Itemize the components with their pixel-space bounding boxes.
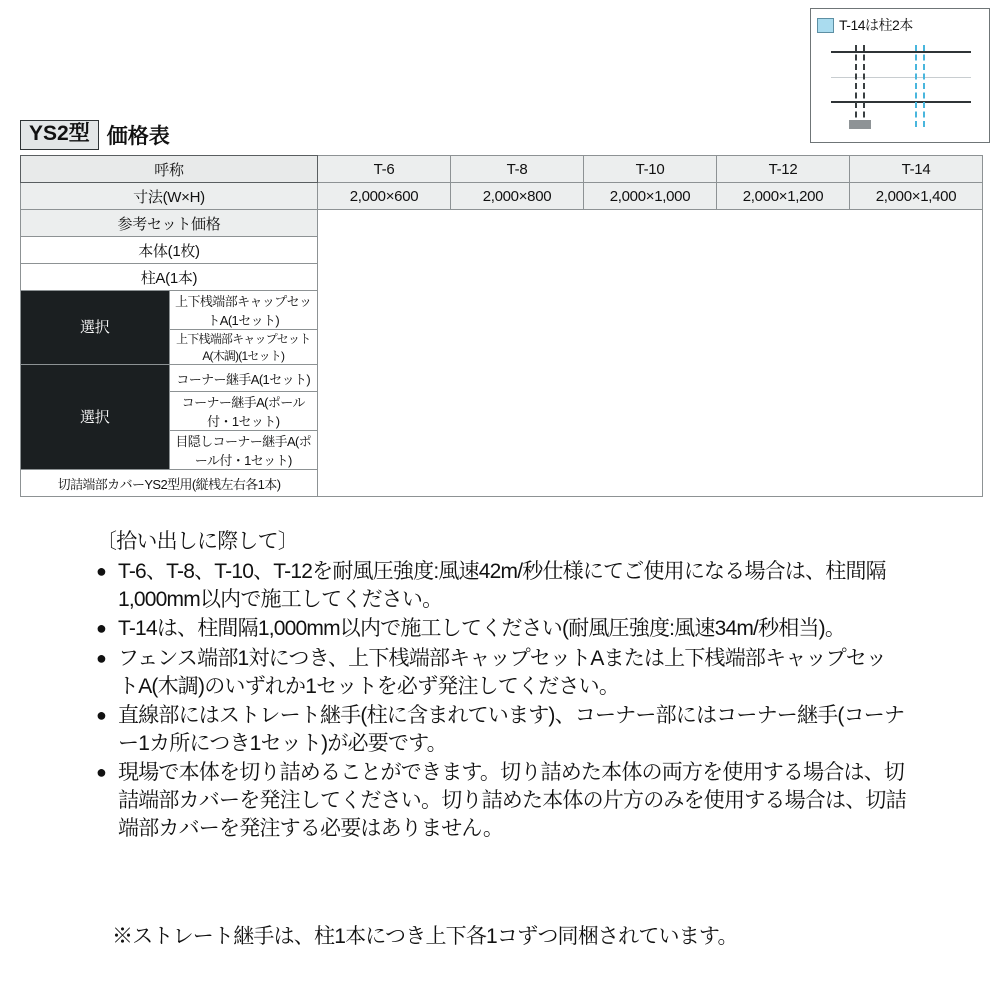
cell-dimension-t10: 2,000×1,000 xyxy=(584,183,717,210)
footnote: ※ストレート継手は、柱1本につき上下各1コずつ同梱されています。 xyxy=(112,925,738,948)
row-label-set-price: 参考セット価格 xyxy=(21,210,318,237)
post-standard-icon xyxy=(855,45,865,127)
cell-dimension-t12: 2,000×1,200 xyxy=(717,183,850,210)
header-cell-t8: T-8 xyxy=(451,156,584,183)
fence-panel-shape xyxy=(831,51,971,103)
page-title xyxy=(20,120,170,150)
post-additional-icon xyxy=(915,45,925,127)
select-marker-1 xyxy=(21,291,170,365)
select-marker-1-text: 選択 xyxy=(80,319,110,336)
row-label-post-a: 柱A(1本) xyxy=(21,264,318,291)
cell-dimension-t8: 2,000×800 xyxy=(451,183,584,210)
table-row xyxy=(21,210,983,237)
header-cell-t10: T-10 xyxy=(584,156,717,183)
title-label: 価格表 xyxy=(106,125,170,149)
post-base-shape xyxy=(849,120,871,129)
note-text: フェンス端部1対につき、上下桟端部キャップセットAまたは上下桟端部キャップセットA(木調)のいずれか1セットを必ず発注してください。 xyxy=(118,646,887,698)
note-item xyxy=(96,702,906,758)
note-text: 現場で本体を切り詰めることができます。切り詰めた本体の両方を使用する場合は、切詰端部カバーを発注してください。切り詰めた本体の片方のみを使用する場合は、切詰端部カバーを発注する必要はありません。 xyxy=(118,761,906,841)
row-label-corner-joint-a: コーナー継手A(1セット) xyxy=(169,365,318,392)
row-label-cap-set-a-wood: 上下桟端部キャップセットA(木調)(1セット) xyxy=(169,330,318,365)
bullet-icon: ● xyxy=(96,618,107,639)
cell-dimension-t6: 2,000×600 xyxy=(318,183,451,210)
note-item xyxy=(96,759,906,843)
price-table xyxy=(20,155,983,497)
price-blank-area xyxy=(318,210,983,497)
notes-heading: 〔拾い出しに際して〕 xyxy=(96,530,298,553)
note-item xyxy=(96,615,906,643)
legend-label: T-14は柱2本 xyxy=(839,17,913,33)
legend-color-swatch-icon xyxy=(817,18,834,33)
row-label-dimensions: 寸法(W×H) xyxy=(21,183,318,210)
model-badge: YS2型 xyxy=(20,120,99,150)
row-label-corner-joint-a-pole: コーナー継手A(ポール付・1セット) xyxy=(169,392,318,431)
bullet-icon: ● xyxy=(96,647,107,668)
note-item xyxy=(96,558,906,614)
select-marker-2 xyxy=(21,365,170,470)
select-marker-2-text: 選択 xyxy=(80,408,110,426)
note-text: T-14は、柱間隔1,000mm以内で施工してください(耐風圧強度:風速34m/秒相当)。 xyxy=(118,617,846,641)
notes-section xyxy=(96,528,906,844)
note-text: 直線部にはストレート継手(柱に含まれています)、コーナー部にはコーナー継手(コーナー1カ所につき1セット)が必要です。 xyxy=(118,703,905,755)
bullet-icon: ● xyxy=(96,561,107,582)
row-label-cut-end-cover: 切詰端部カバーYS2型用(縦桟左右各1本) xyxy=(21,470,318,497)
bullet-icon: ● xyxy=(96,704,107,725)
row-label-screen-corner-joint-a-pole: 目隠しコーナー継手A(ポール付・1セット) xyxy=(169,431,318,470)
header-cell-t12: T-12 xyxy=(717,156,850,183)
legend-header xyxy=(811,9,989,37)
cell-dimension-t14: 2,000×1,400 xyxy=(850,183,983,210)
header-cell-t14: T-14 xyxy=(850,156,983,183)
table-header-row xyxy=(21,156,983,183)
table-row xyxy=(21,183,983,210)
header-cell-t6: T-6 xyxy=(318,156,451,183)
row-label-body: 本体(1枚) xyxy=(21,237,318,264)
fence-figure xyxy=(819,43,981,129)
note-item xyxy=(96,645,906,701)
header-cell-name: 呼称 xyxy=(21,156,318,183)
note-text: T-6、T-8、T-10、T-12を耐風圧強度:風速42m/秒仕様にてご使用になる場合は、柱間隔1,000mm以内で施工してください。 xyxy=(118,560,886,612)
row-label-cap-set-a: 上下桟端部キャップセットA(1セット) xyxy=(169,291,318,330)
bullet-icon: ● xyxy=(96,762,107,782)
legend-diagram xyxy=(810,8,990,143)
